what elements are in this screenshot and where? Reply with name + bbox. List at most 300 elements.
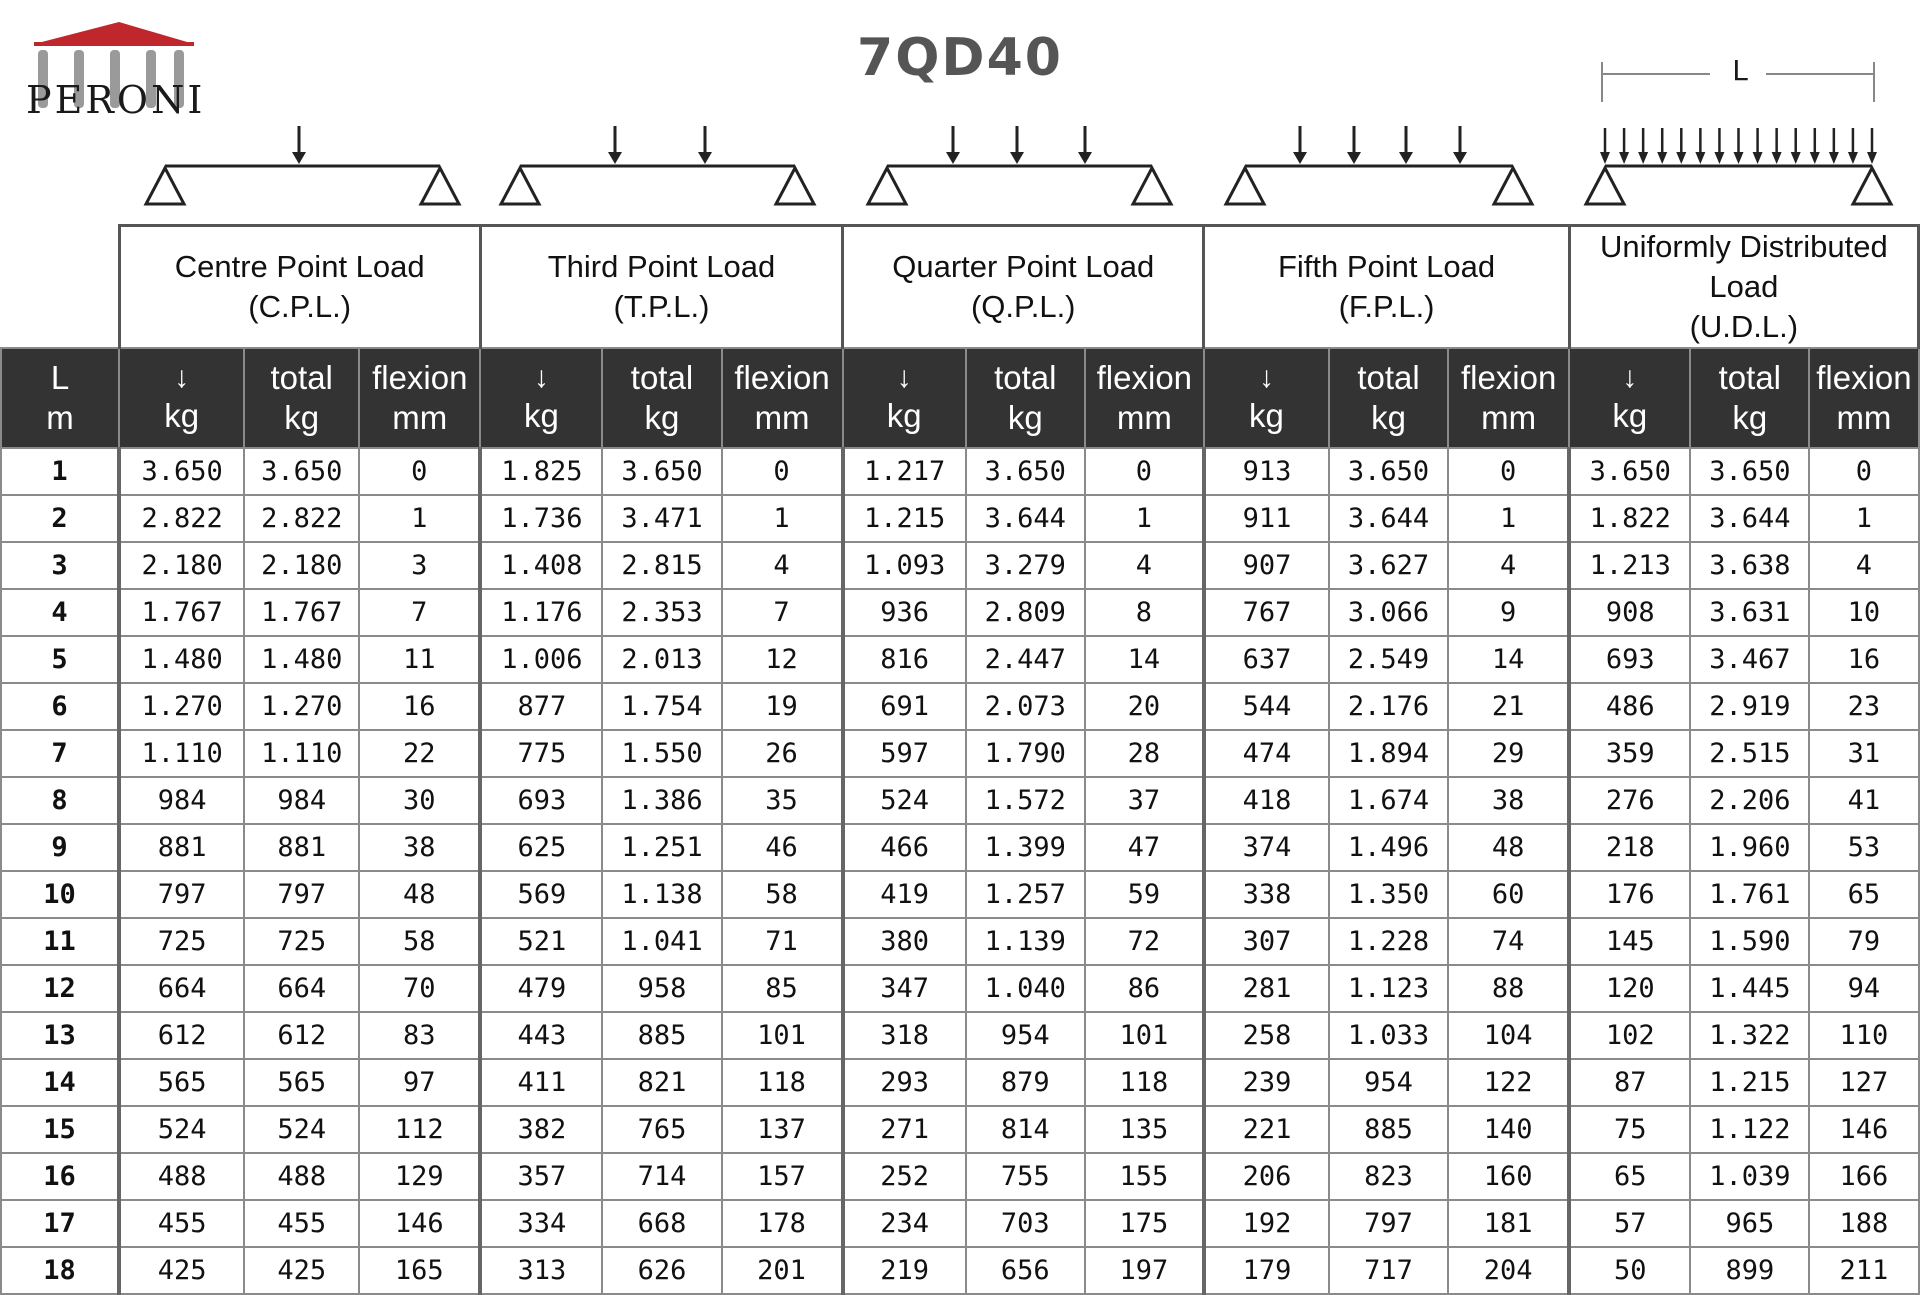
distributed-load-arrowhead-icon [1638,152,1648,164]
total-load-cell: 2.073 [966,683,1085,730]
flexion-cell: 122 [1448,1059,1569,1106]
point-load-cell: 206 [1204,1153,1329,1200]
total-load-cell: 3.644 [966,495,1085,542]
flexion-cell: 197 [1085,1247,1204,1294]
total-load-cell: 3.650 [1690,448,1809,495]
flexion-cell: 140 [1448,1106,1569,1153]
point-load-cell: 693 [480,777,602,824]
point-load-cell: 57 [1569,1200,1690,1247]
length-cell: 12 [1,965,119,1012]
flexion-cell: 88 [1448,965,1569,1012]
point-load-cell: 664 [119,965,244,1012]
flexion-cell: 110 [1809,1012,1918,1059]
total-load-cell: 2.815 [602,542,721,589]
down-arrow-icon: ↓ [174,361,190,394]
total-load-cell: 3.644 [1329,495,1448,542]
total-load-cell: 3.467 [1690,636,1809,683]
length-cell: 13 [1,1012,119,1059]
point-load-cell: 219 [843,1247,966,1294]
flexion-cell: 0 [359,448,480,495]
flexion-cell: 1 [359,495,480,542]
point-load-cell: 1.110 [119,730,244,777]
point-load-cell: 411 [480,1059,602,1106]
total-load-cell: 984 [244,777,359,824]
length-cell: 6 [1,683,119,730]
flexion-cell: 1 [1809,495,1918,542]
point-load-cell: 693 [1569,636,1690,683]
total-load-cell: 1.270 [244,683,359,730]
flexion-cell: 1 [1448,495,1569,542]
flexion-cell: 21 [1448,683,1569,730]
total-load-cell: 1.767 [244,589,359,636]
point-load-cell: 380 [843,918,966,965]
header-label: total [630,359,694,396]
point-load-cell: 797 [119,871,244,918]
total-load-cell: 656 [966,1247,1085,1294]
flexion-cell: 60 [1448,871,1569,918]
point-load-cell: 120 [1569,965,1690,1012]
total-load-cell: 2.013 [602,636,721,683]
total-load-cell: 3.631 [1690,589,1809,636]
flexion-cell: 11 [359,636,480,683]
table-row [1,965,1919,1012]
header-point-load [843,348,966,448]
header-label: mm [1836,399,1892,436]
flexion-cell: 178 [722,1200,843,1247]
flexion-cell: 19 [722,683,843,730]
header-label: total [994,359,1057,396]
flexion-cell: 86 [1085,965,1204,1012]
point-load-cell: 479 [480,965,602,1012]
total-load-cell: 2.809 [966,589,1085,636]
centre-point-load-diagram [140,120,480,212]
flexion-cell: 0 [1809,448,1918,495]
flexion-cell: 28 [1085,730,1204,777]
flexion-cell: 74 [1448,918,1569,965]
table-row [1,542,1919,589]
flexion-cell: 112 [359,1106,480,1153]
total-load-cell: 1.761 [1690,871,1809,918]
total-load-cell: 1.040 [966,965,1085,1012]
length-cell: 7 [1,730,119,777]
total-load-cell: 1.386 [602,777,721,824]
point-load-cell: 419 [843,871,966,918]
point-load-cell: 3.650 [119,448,244,495]
flexion-cell: 9 [1448,589,1569,636]
flexion-cell: 37 [1085,777,1204,824]
flexion-cell: 146 [1809,1106,1918,1153]
total-load-cell: 612 [244,1012,359,1059]
point-load-cell: 1.480 [119,636,244,683]
flexion-cell: 16 [359,683,480,730]
point-load-cell: 544 [1204,683,1329,730]
total-load-cell: 725 [244,918,359,965]
point-load-cell: 913 [1204,448,1329,495]
point-load-cell: 767 [1204,589,1329,636]
total-load-cell: 765 [602,1106,721,1153]
point-load-cell: 87 [1569,1059,1690,1106]
header-point-load [1569,348,1690,448]
point-load-cell: 775 [480,730,602,777]
logo-text: PERONI [26,78,206,122]
header-label: flexion [372,359,468,396]
distributed-load-arrowhead-icon [1753,152,1763,164]
length-cell: 5 [1,636,119,683]
total-load-cell: 668 [602,1200,721,1247]
point-load-cell: 102 [1569,1012,1690,1059]
point-load-cell: 524 [119,1106,244,1153]
point-load-cell: 816 [843,636,966,683]
header-label: flexion [1816,359,1912,396]
point-load-cell: 907 [1204,542,1329,589]
flexion-cell: 165 [359,1247,480,1294]
total-load-cell: 1.033 [1329,1012,1448,1059]
header-total-load [602,348,721,448]
table-row [1,1200,1919,1247]
group-uniformly-distributed-load: Uniformly Distributed Load (U.D.L.) [1569,226,1918,349]
point-load-cell: 936 [843,589,966,636]
header-label: kg [1732,399,1768,436]
point-load-cell: 176 [1569,871,1690,918]
flexion-cell: 41 [1809,777,1918,824]
distributed-load-arrowhead-icon [1829,152,1839,164]
total-load-cell: 885 [602,1012,721,1059]
distributed-load-arrowhead-icon [1657,152,1667,164]
total-load-cell: 1.572 [966,777,1085,824]
flexion-cell: 94 [1809,965,1918,1012]
total-load-cell: 3.638 [1690,542,1809,589]
flexion-cell: 0 [722,448,843,495]
distributed-load-arrowhead-icon [1867,152,1877,164]
table-row [1,1106,1919,1153]
flexion-cell: 0 [1085,448,1204,495]
header-label: total [270,359,333,396]
flexion-cell: 118 [722,1059,843,1106]
group-third-point-load: Third Point Load (T.P.L.) [480,226,842,349]
point-load-cell: 334 [480,1200,602,1247]
point-load-cell: 252 [843,1153,966,1200]
length-cell: 2 [1,495,119,542]
flexion-cell: 14 [1448,636,1569,683]
point-load-cell: 984 [119,777,244,824]
page-title: 7QD40 [857,28,1063,88]
flexion-cell: 188 [1809,1200,1918,1247]
flexion-cell: 3 [359,542,480,589]
point-load-cell: 877 [480,683,602,730]
total-load-cell: 954 [966,1012,1085,1059]
flexion-cell: 4 [1448,542,1569,589]
header-flexion [359,348,480,448]
point-load-cell: 347 [843,965,966,1012]
total-load-cell: 899 [1690,1247,1809,1294]
table-row [1,918,1919,965]
flexion-cell: 58 [722,871,843,918]
total-load-cell: 1.138 [602,871,721,918]
down-arrow-icon: ↓ [896,361,912,394]
point-load-cell: 75 [1569,1106,1690,1153]
point-load-cell: 179 [1204,1247,1329,1294]
total-load-cell: 2.180 [244,542,359,589]
header-total-load [1329,348,1448,448]
flexion-cell: 85 [722,965,843,1012]
total-load-cell: 1.674 [1329,777,1448,824]
flexion-cell: 211 [1809,1247,1918,1294]
length-cell: 4 [1,589,119,636]
total-load-cell: 455 [244,1200,359,1247]
length-cell: 18 [1,1247,119,1294]
total-load-cell: 1.399 [966,824,1085,871]
total-load-cell: 664 [244,965,359,1012]
point-load-cell: 725 [119,918,244,965]
table-row [1,730,1919,777]
flexion-cell: 65 [1809,871,1918,918]
total-load-cell: 3.471 [602,495,721,542]
length-cell: 17 [1,1200,119,1247]
table-row [1,777,1919,824]
point-load-cell: 318 [843,1012,966,1059]
total-load-cell: 2.447 [966,636,1085,683]
table-row [1,871,1919,918]
total-load-cell: 1.790 [966,730,1085,777]
point-load-cell: 276 [1569,777,1690,824]
flexion-cell: 8 [1085,589,1204,636]
total-load-cell: 425 [244,1247,359,1294]
group-fifth-point-load: Fifth Point Load (F.P.L.) [1204,226,1569,349]
flexion-cell: 1 [1085,495,1204,542]
total-load-cell: 1.110 [244,730,359,777]
header-label: flexion [734,359,830,396]
point-load-cell: 569 [480,871,602,918]
total-load-cell: 488 [244,1153,359,1200]
flexion-cell: 38 [1448,777,1569,824]
flexion-cell: 181 [1448,1200,1569,1247]
total-load-cell: 3.650 [244,448,359,495]
header-label: kg [523,397,559,434]
total-load-cell: 1.496 [1329,824,1448,871]
quarter-point-load-diagram [862,120,1202,212]
group-quarter-point-load: Quarter Point Load (Q.P.L.) [843,226,1204,349]
flexion-cell: 35 [722,777,843,824]
flexion-cell: 83 [359,1012,480,1059]
point-load-cell: 2.822 [119,495,244,542]
flexion-cell: 30 [359,777,480,824]
total-load-cell: 797 [1329,1200,1448,1247]
total-load-cell: 885 [1329,1106,1448,1153]
point-load-cell: 881 [119,824,244,871]
point-load-cell: 218 [1569,824,1690,871]
point-load-cell: 1.215 [843,495,966,542]
total-load-cell: 881 [244,824,359,871]
flexion-cell: 71 [722,918,843,965]
point-load-cell: 382 [480,1106,602,1153]
total-load-cell: 3.650 [1329,448,1448,495]
total-load-cell: 879 [966,1059,1085,1106]
length-cell: 10 [1,871,119,918]
point-load-cell: 281 [1204,965,1329,1012]
flexion-cell: 146 [359,1200,480,1247]
total-load-cell: 2.176 [1329,683,1448,730]
total-load-cell: 823 [1329,1153,1448,1200]
point-load-cell: 50 [1569,1247,1690,1294]
total-load-cell: 1.257 [966,871,1085,918]
distributed-load-arrowhead-icon [1600,152,1610,164]
flexion-cell: 137 [722,1106,843,1153]
flexion-cell: 7 [359,589,480,636]
header-label: kg [1249,397,1284,434]
column-header-row [1,348,1919,448]
point-load-cell: 466 [843,824,966,871]
flexion-cell: 20 [1085,683,1204,730]
total-load-cell: 3.279 [966,542,1085,589]
flexion-cell: 4 [1085,542,1204,589]
point-load-cell: 691 [843,683,966,730]
down-arrow-icon: ↓ [1622,361,1638,394]
length-cell: 3 [1,542,119,589]
flexion-cell: 204 [1448,1247,1569,1294]
load-table [0,224,1920,1295]
distributed-load-arrowhead-icon [1619,152,1629,164]
total-load-cell: 797 [244,871,359,918]
point-load-cell: 455 [119,1200,244,1247]
point-load-cell: 597 [843,730,966,777]
point-load-cell: 565 [119,1059,244,1106]
header-label: mm [1481,399,1537,436]
header-label: mm [392,399,448,436]
header-label: flexion [1460,359,1557,396]
distributed-load-arrowhead-icon [1848,152,1858,164]
flexion-cell: 4 [722,542,843,589]
header-label: L [50,359,70,396]
group-centre-point-load: Centre Point Load (C.P.L.) [119,226,480,349]
flexion-cell: 135 [1085,1106,1204,1153]
flexion-cell: 1 [722,495,843,542]
length-cell: 11 [1,918,119,965]
total-load-cell: 3.066 [1329,589,1448,636]
table-row [1,1012,1919,1059]
point-load-cell: 1.006 [480,636,602,683]
total-load-cell: 1.754 [602,683,721,730]
point-load-cell: 488 [119,1153,244,1200]
point-load-cell: 145 [1569,918,1690,965]
table-row [1,448,1919,495]
header-label: kg [284,399,320,436]
header-total-load [966,348,1085,448]
flexion-cell: 104 [1448,1012,1569,1059]
total-load-cell: 1.550 [602,730,721,777]
point-load-cell: 359 [1569,730,1690,777]
fifth-point-load-diagram [1220,120,1560,212]
point-load-cell: 357 [480,1153,602,1200]
header-flexion [722,348,843,448]
header-label: total [1357,359,1420,396]
header-flexion [1809,348,1918,448]
third-point-load-diagram [495,120,835,212]
header-point-load [1204,348,1329,448]
total-load-cell: 1.215 [1690,1059,1809,1106]
flexion-cell: 26 [722,730,843,777]
point-load-cell: 192 [1204,1200,1329,1247]
total-load-cell: 3.627 [1329,542,1448,589]
total-load-cell: 1.322 [1690,1012,1809,1059]
length-cell: 16 [1,1153,119,1200]
point-load-cell: 221 [1204,1106,1329,1153]
flexion-cell: 157 [722,1153,843,1200]
table-row [1,683,1919,730]
total-load-cell: 1.894 [1329,730,1448,777]
total-load-cell: 2.515 [1690,730,1809,777]
distributed-load-arrowhead-icon [1791,152,1801,164]
flexion-cell: 46 [722,824,843,871]
distributed-load-arrowhead-icon [1714,152,1724,164]
flexion-cell: 22 [359,730,480,777]
flexion-cell: 48 [359,871,480,918]
flexion-cell: 166 [1809,1153,1918,1200]
header-label: kg [1007,399,1043,436]
flexion-cell: 160 [1448,1153,1569,1200]
flexion-cell: 118 [1085,1059,1204,1106]
point-load-cell: 418 [1204,777,1329,824]
point-load-cell: 612 [119,1012,244,1059]
total-load-cell: 717 [1329,1247,1448,1294]
table-row [1,589,1919,636]
point-load-cell: 521 [480,918,602,965]
total-load-cell: 2.919 [1690,683,1809,730]
total-load-cell: 755 [966,1153,1085,1200]
point-load-cell: 1.270 [119,683,244,730]
total-load-cell: 3.650 [602,448,721,495]
flexion-cell: 127 [1809,1059,1918,1106]
flexion-cell: 72 [1085,918,1204,965]
group-header-row [1,226,1919,349]
length-cell: 9 [1,824,119,871]
total-load-cell: 2.206 [1690,777,1809,824]
total-load-cell: 1.445 [1690,965,1809,1012]
point-load-cell: 1.408 [480,542,602,589]
header-flexion [1448,348,1569,448]
point-load-cell: 2.180 [119,542,244,589]
total-load-cell: 1.123 [1329,965,1448,1012]
point-load-cell: 65 [1569,1153,1690,1200]
total-load-cell: 954 [1329,1059,1448,1106]
total-load-cell: 524 [244,1106,359,1153]
point-load-cell: 239 [1204,1059,1329,1106]
header-label: kg [886,397,922,434]
header-label: total [1718,359,1782,396]
total-load-cell: 958 [602,965,721,1012]
total-load-cell: 1.251 [602,824,721,871]
header-length [1,348,119,448]
total-load-cell: 565 [244,1059,359,1106]
point-load-cell: 1.736 [480,495,602,542]
total-load-cell: 2.353 [602,589,721,636]
header-label: kg [1612,397,1648,434]
length-cell: 8 [1,777,119,824]
point-load-cell: 637 [1204,636,1329,683]
table-row [1,1153,1919,1200]
total-load-cell: 1.139 [966,918,1085,965]
down-arrow-icon: ↓ [1258,361,1274,394]
flexion-cell: 101 [1085,1012,1204,1059]
total-load-cell: 2.549 [1329,636,1448,683]
total-load-cell: 1.590 [1690,918,1809,965]
total-load-cell: 965 [1690,1200,1809,1247]
header-flexion [1085,348,1204,448]
header-point-load [480,348,602,448]
flexion-cell: 48 [1448,824,1569,871]
header-label: kg [1371,399,1406,436]
flexion-cell: 53 [1809,824,1918,871]
flexion-cell: 0 [1448,448,1569,495]
